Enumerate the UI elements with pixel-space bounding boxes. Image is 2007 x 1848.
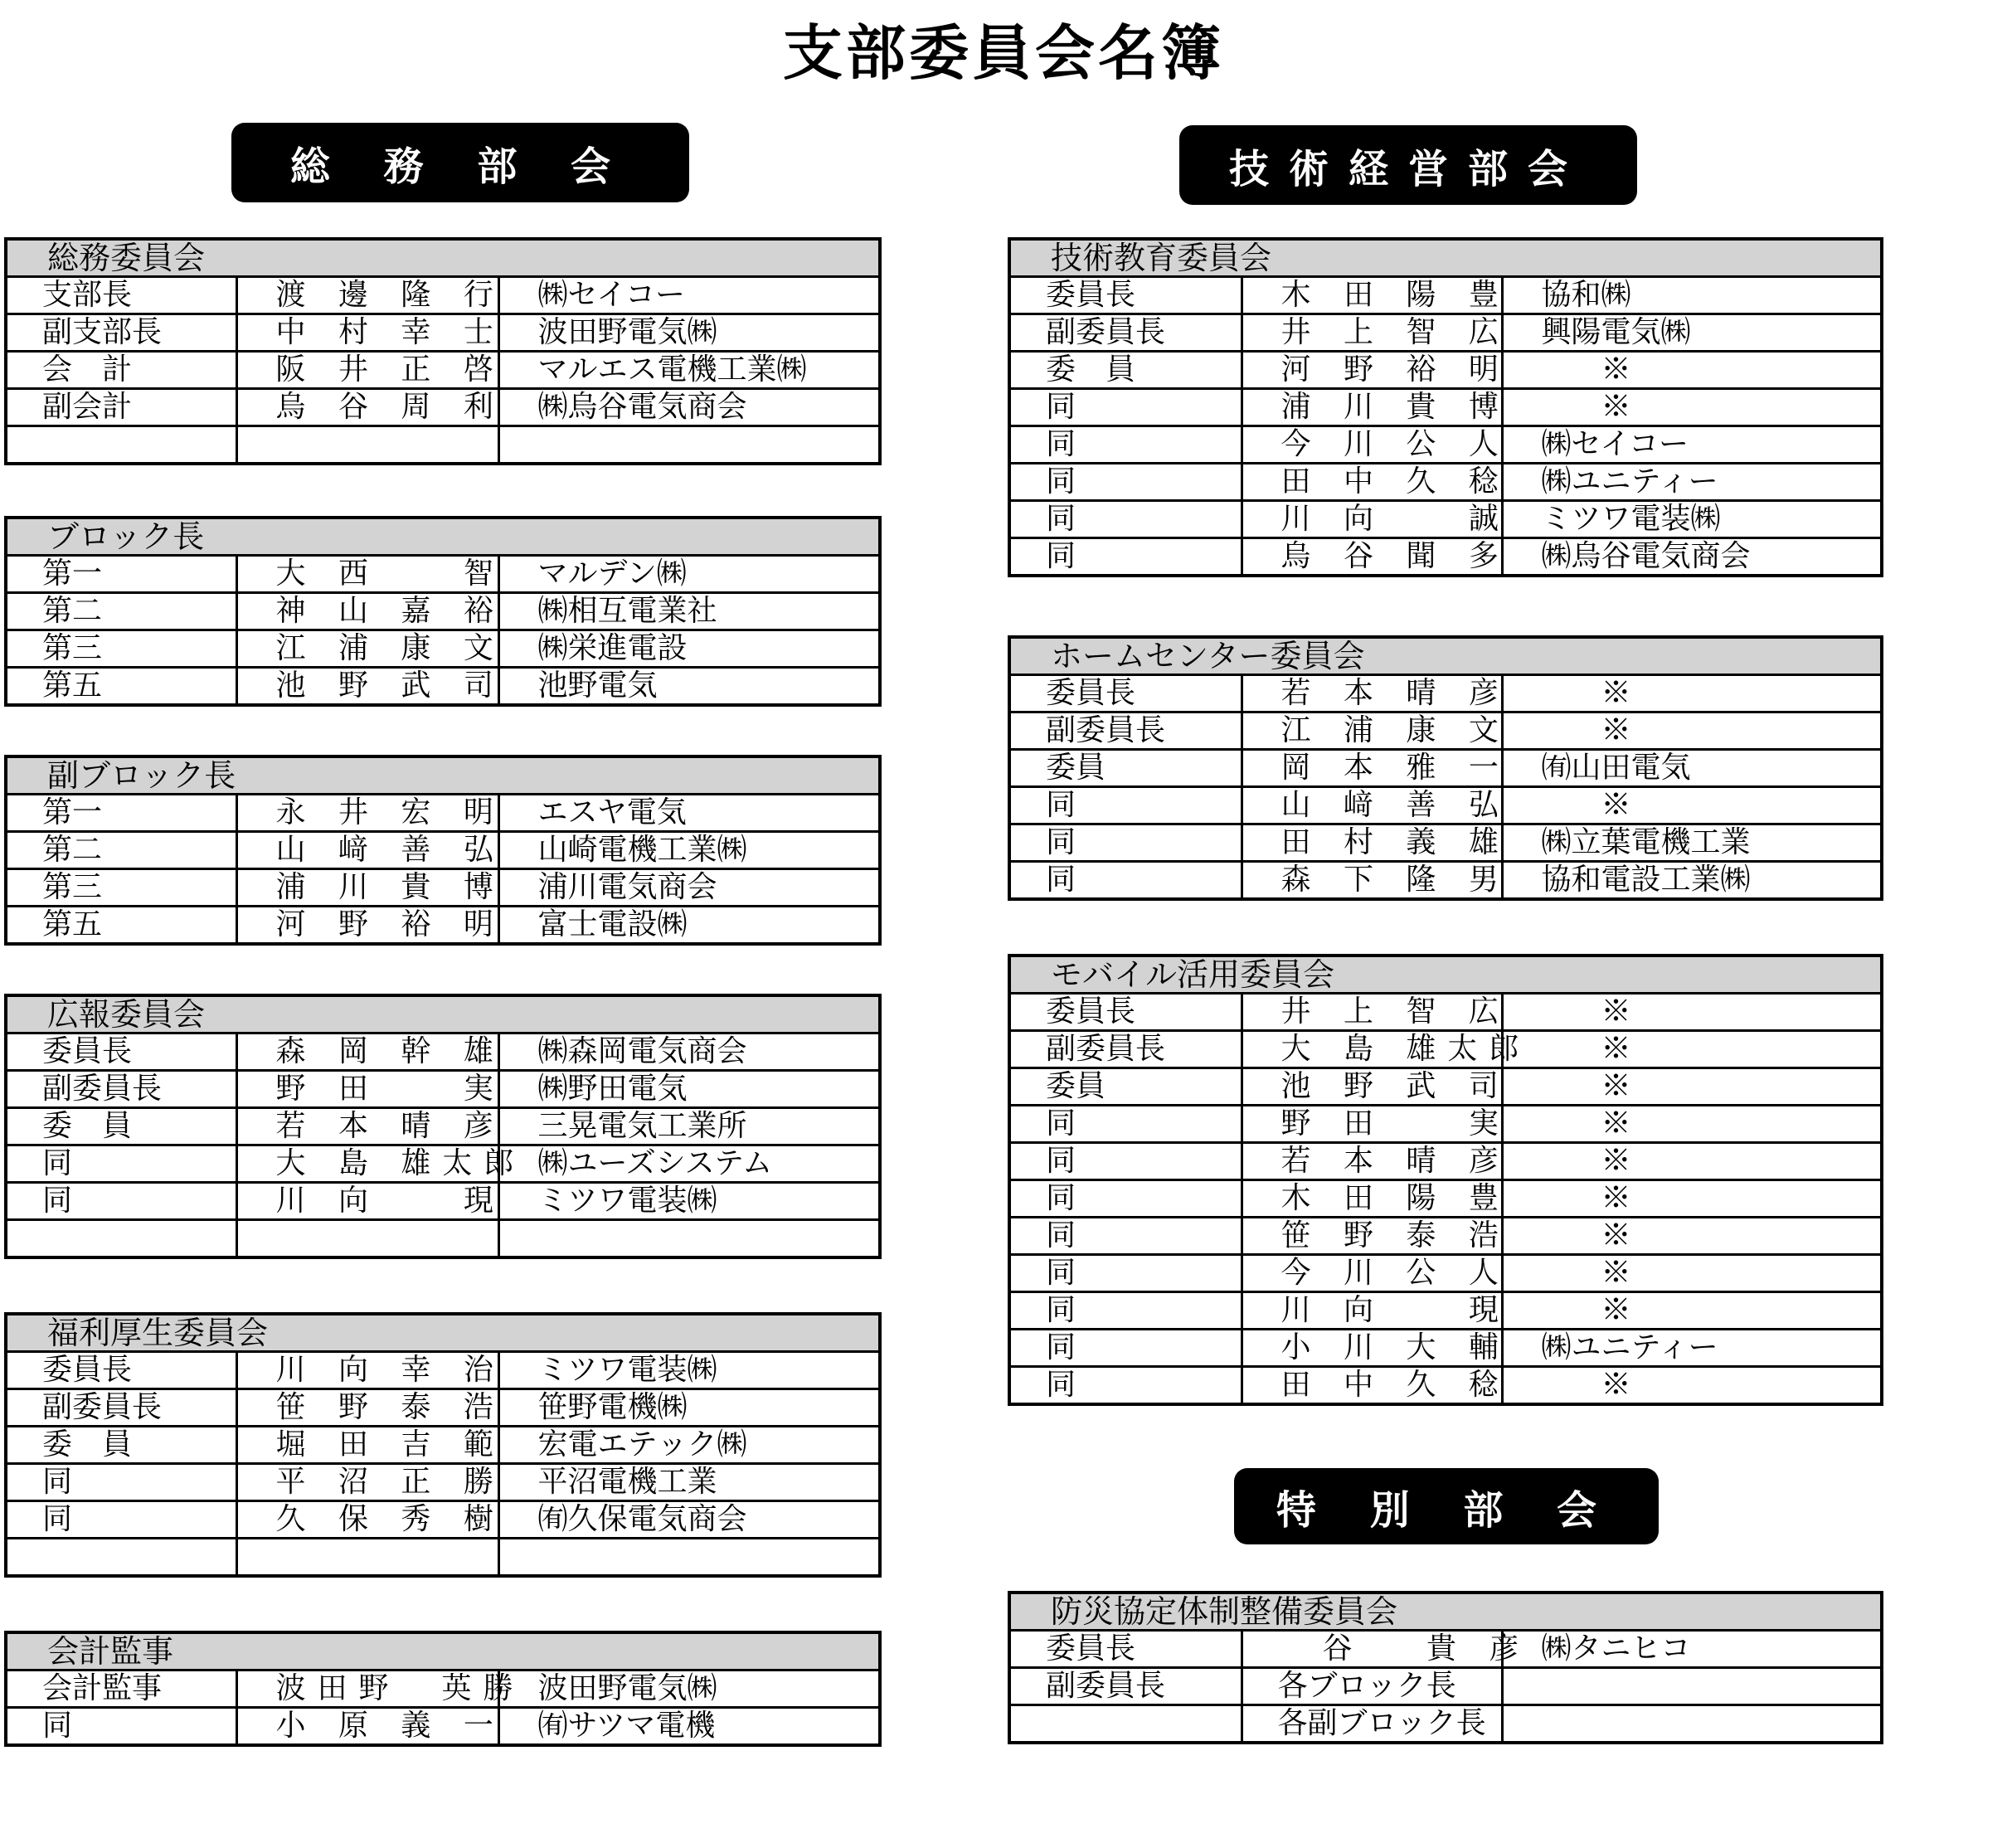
name-cell: 渡 邊 隆 行 — [236, 277, 498, 314]
table-row — [1009, 675, 1882, 712]
table-row — [1009, 464, 1882, 501]
committee-title: 会計監事 — [6, 1632, 880, 1670]
role-cell: 副委員長 — [6, 1071, 236, 1108]
role-cell: 同 — [1009, 1330, 1242, 1367]
company-cell: ミツワ電装㈱ — [498, 1183, 880, 1220]
company-cell: ㈱セイコー — [498, 277, 880, 314]
table-row — [6, 869, 880, 907]
role-cell: 委 員 — [1009, 352, 1242, 389]
role-cell: 同 — [1009, 1367, 1242, 1405]
company-cell: ㈱栄進電設 — [498, 630, 880, 668]
name-cell: 河 野 裕 明 — [1242, 352, 1502, 389]
role-cell: 第二 — [6, 593, 236, 630]
table-row — [6, 1071, 880, 1108]
table-row — [6, 314, 880, 352]
table-row — [1009, 712, 1882, 750]
company-cell: ※ — [1502, 712, 1882, 750]
name-cell: 大 島 雄太郎 — [236, 1145, 498, 1183]
company-cell: 山崎電機工業㈱ — [498, 832, 880, 869]
table-row — [1009, 1705, 1882, 1743]
role-cell: 第一 — [6, 795, 236, 832]
name-cell: 若 本 晴 彦 — [1242, 675, 1502, 712]
committee-disaster — [1008, 1591, 1883, 1744]
role-cell: 委員長 — [1009, 1631, 1242, 1668]
company-cell: ㈱烏谷電気商会 — [498, 389, 880, 426]
company-cell: ※ — [1502, 1218, 1882, 1255]
name-cell: 山 﨑 善 弘 — [236, 832, 498, 869]
committee-title: 防災協定体制整備委員会 — [1009, 1593, 1882, 1631]
role-cell: 委 員 — [6, 1427, 236, 1464]
company-cell: 浦川電気商会 — [498, 869, 880, 907]
name-cell: 永 井 宏 明 — [236, 795, 498, 832]
role-cell: 同 — [1009, 1218, 1242, 1255]
role-cell: 同 — [6, 1464, 236, 1501]
name-cell: 笹 野 泰 浩 — [1242, 1218, 1502, 1255]
name-cell: 若 本 晴 彦 — [236, 1108, 498, 1145]
name-cell: 川 向 現 — [236, 1183, 498, 1220]
role-cell: 委員長 — [1009, 277, 1242, 314]
company-cell — [498, 426, 880, 464]
name-cell: 平 沼 正 勝 — [236, 1464, 498, 1501]
company-cell: ※ — [1502, 1068, 1882, 1106]
company-cell: 笹野電機㈱ — [498, 1389, 880, 1427]
tech-management-banner: 技術経営部会 — [1179, 125, 1637, 205]
name-cell: 江 浦 康 文 — [1242, 712, 1502, 750]
table-row — [6, 832, 880, 869]
company-cell: ㈱セイコー — [1502, 426, 1882, 464]
role-cell: 第三 — [6, 630, 236, 668]
role-cell: 第二 — [6, 832, 236, 869]
table-row — [1009, 1068, 1882, 1106]
name-cell: 神 山 嘉 裕 — [236, 593, 498, 630]
role-cell: 委員 — [1009, 750, 1242, 787]
table-row — [6, 907, 880, 945]
company-cell: ※ — [1502, 1143, 1882, 1180]
company-cell — [498, 1220, 880, 1258]
table-row — [1009, 1143, 1882, 1180]
role-cell: 同 — [1009, 1143, 1242, 1180]
name-cell: 木 田 陽 豊 — [1242, 1180, 1502, 1218]
role-cell: 同 — [1009, 824, 1242, 862]
name-cell: 小 原 義 一 — [236, 1708, 498, 1746]
company-cell — [1502, 1668, 1882, 1705]
role-cell: 委員長 — [1009, 994, 1242, 1031]
name-cell: 大 島 雄太郎 — [1242, 1031, 1502, 1068]
name-cell: 烏 谷 周 利 — [236, 389, 498, 426]
name-cell — [236, 1539, 498, 1577]
name-cell: 久 保 秀 樹 — [236, 1501, 498, 1539]
table-row — [1009, 862, 1882, 900]
table-row — [1009, 824, 1882, 862]
committee-block — [4, 516, 882, 707]
table-row — [6, 795, 880, 832]
name-cell: 山 﨑 善 弘 — [1242, 787, 1502, 824]
company-cell: ㈱立葉電機工業 — [1502, 824, 1882, 862]
role-cell: 副委員長 — [6, 1389, 236, 1427]
table-row — [1009, 1631, 1882, 1668]
committee-techedu — [1008, 237, 1883, 577]
table-row — [6, 1183, 880, 1220]
company-cell: ※ — [1502, 1255, 1882, 1292]
name-cell: 野 田 実 — [236, 1071, 498, 1108]
table-row — [1009, 352, 1882, 389]
table-row — [6, 1539, 880, 1577]
company-cell: ㈲サツマ電機 — [498, 1708, 880, 1746]
role-cell: 同 — [1009, 389, 1242, 426]
general-affairs-banner: 総 務 部 会 — [231, 123, 689, 202]
company-cell: ※ — [1502, 389, 1882, 426]
company-cell: ㈱ユニティー — [1502, 464, 1882, 501]
company-cell: ミツワ電装㈱ — [498, 1352, 880, 1389]
committee-mobile — [1008, 954, 1883, 1406]
table-row — [6, 426, 880, 464]
name-cell: 川 向 幸 治 — [236, 1352, 498, 1389]
table-row — [6, 277, 880, 314]
table-row — [1009, 1292, 1882, 1330]
name-cell: 笹 野 泰 浩 — [236, 1389, 498, 1427]
role-cell: 同 — [1009, 426, 1242, 464]
name-cell — [236, 426, 498, 464]
role-cell: 副会計 — [6, 389, 236, 426]
table-row — [6, 1145, 880, 1183]
committee-somu — [4, 237, 882, 465]
company-cell: ※ — [1502, 1106, 1882, 1143]
company-cell: 三晃電気工業所 — [498, 1108, 880, 1145]
committee-title: ホームセンター委員会 — [1009, 637, 1882, 675]
name-cell: 井 上 智 広 — [1242, 314, 1502, 352]
committee-subblock — [4, 755, 882, 946]
company-cell: ㈱ユーズシステム — [498, 1145, 880, 1183]
role-cell: 第三 — [6, 869, 236, 907]
table-row — [6, 1220, 880, 1258]
role-cell — [6, 426, 236, 464]
company-cell: 富士電設㈱ — [498, 907, 880, 945]
role-cell: 同 — [1009, 1292, 1242, 1330]
table-row — [6, 1670, 880, 1708]
table-row — [6, 668, 880, 706]
role-cell: 同 — [6, 1183, 236, 1220]
role-cell: 同 — [1009, 787, 1242, 824]
table-row — [1009, 1106, 1882, 1143]
name-cell: 池 野 武 司 — [1242, 1068, 1502, 1106]
name-cell: 田 村 義 雄 — [1242, 824, 1502, 862]
role-cell: 副支部長 — [6, 314, 236, 352]
name-cell: 川 向 現 — [1242, 1292, 1502, 1330]
table-row — [1009, 1218, 1882, 1255]
role-cell: 支部長 — [6, 277, 236, 314]
company-cell: 池野電気 — [498, 668, 880, 706]
company-cell: ㈱ユニティー — [1502, 1330, 1882, 1367]
name-cell: 森 岡 幹 雄 — [236, 1033, 498, 1071]
name-cell: 野 田 実 — [1242, 1106, 1502, 1143]
table-row — [6, 1427, 880, 1464]
role-cell: 同 — [6, 1501, 236, 1539]
role-cell: 委員長 — [6, 1033, 236, 1071]
role-cell: 同 — [1009, 862, 1242, 900]
company-cell: ※ — [1502, 1292, 1882, 1330]
role-cell — [6, 1220, 236, 1258]
committee-audit — [4, 1631, 882, 1747]
table-row — [1009, 994, 1882, 1031]
company-cell: 波田野電気㈱ — [498, 314, 880, 352]
company-cell: ※ — [1502, 787, 1882, 824]
table-row — [1009, 750, 1882, 787]
name-cell: 田 中 久 稔 — [1242, 1367, 1502, 1405]
role-cell — [6, 1539, 236, 1577]
company-cell: ※ — [1502, 994, 1882, 1031]
company-cell: ㈲山田電気 — [1502, 750, 1882, 787]
table-row — [6, 1501, 880, 1539]
committee-title: 技術教育委員会 — [1009, 239, 1882, 277]
table-row — [6, 593, 880, 630]
name-cell — [236, 1220, 498, 1258]
company-cell: ※ — [1502, 352, 1882, 389]
role-cell: 委員 — [1009, 1068, 1242, 1106]
name-cell: 森 下 隆 男 — [1242, 862, 1502, 900]
company-cell: ※ — [1502, 675, 1882, 712]
company-cell: 興陽電気㈱ — [1502, 314, 1882, 352]
role-cell: 同 — [1009, 1255, 1242, 1292]
name-cell: 堀 田 吉 範 — [236, 1427, 498, 1464]
role-cell: 第五 — [6, 907, 236, 945]
name-cell: 谷 貴 彦 — [1242, 1631, 1502, 1668]
committee-title: 広報委員会 — [6, 995, 880, 1033]
name-cell: 今 川 公 人 — [1242, 1255, 1502, 1292]
role-cell: 委 員 — [6, 1108, 236, 1145]
name-cell: 江 浦 康 文 — [236, 630, 498, 668]
committee-title: ブロック長 — [6, 518, 880, 556]
committee-homecenter — [1008, 635, 1883, 901]
company-cell: 平沼電機工業 — [498, 1464, 880, 1501]
table-row — [1009, 389, 1882, 426]
table-row — [1009, 1330, 1882, 1367]
role-cell: 同 — [1009, 538, 1242, 576]
company-cell: マルエス電機工業㈱ — [498, 352, 880, 389]
role-cell: 同 — [1009, 1106, 1242, 1143]
special-banner: 特 別 部 会 — [1234, 1468, 1659, 1544]
company-cell: 宏電エテック㈱ — [498, 1427, 880, 1464]
name-cell: 井 上 智 広 — [1242, 994, 1502, 1031]
table-row — [6, 1352, 880, 1389]
table-row — [6, 1033, 880, 1071]
table-row — [6, 630, 880, 668]
table-row — [6, 389, 880, 426]
name-cell: 各ブロック長 — [1242, 1668, 1502, 1705]
committee-welfare — [4, 1312, 882, 1578]
company-cell: ※ — [1502, 1031, 1882, 1068]
company-cell: 協和電設工業㈱ — [1502, 862, 1882, 900]
table-row — [1009, 1180, 1882, 1218]
table-row — [1009, 501, 1882, 538]
table-row — [6, 556, 880, 593]
table-row — [1009, 1255, 1882, 1292]
role-cell: 同 — [1009, 501, 1242, 538]
table-row — [1009, 1031, 1882, 1068]
role-cell: 委員長 — [1009, 675, 1242, 712]
role-cell: 同 — [1009, 1180, 1242, 1218]
role-cell: 第一 — [6, 556, 236, 593]
name-cell: 浦 川 貴 博 — [1242, 389, 1502, 426]
company-cell: ㈱烏谷電気商会 — [1502, 538, 1882, 576]
table-row — [6, 1464, 880, 1501]
committee-title: 福利厚生委員会 — [6, 1314, 880, 1352]
name-cell: 各副ブロック長 — [1242, 1705, 1502, 1743]
table-row — [6, 1708, 880, 1746]
role-cell: 委員長 — [6, 1352, 236, 1389]
role-cell — [1009, 1705, 1242, 1743]
role-cell: 同 — [1009, 464, 1242, 501]
name-cell: 今 川 公 人 — [1242, 426, 1502, 464]
name-cell: 池 野 武 司 — [236, 668, 498, 706]
name-cell: 田 中 久 稔 — [1242, 464, 1502, 501]
table-row — [1009, 1367, 1882, 1405]
name-cell: 阪 井 正 啓 — [236, 352, 498, 389]
table-row — [6, 352, 880, 389]
company-cell: ミツワ電装㈱ — [1502, 501, 1882, 538]
name-cell: 若 本 晴 彦 — [1242, 1143, 1502, 1180]
table-row — [1009, 1668, 1882, 1705]
table-row — [1009, 277, 1882, 314]
role-cell: 副委員長 — [1009, 712, 1242, 750]
role-cell: 第五 — [6, 668, 236, 706]
name-cell: 中 村 幸 士 — [236, 314, 498, 352]
company-cell: ㈱タニヒコ — [1502, 1631, 1882, 1668]
name-cell: 小 川 大 輔 — [1242, 1330, 1502, 1367]
table-row — [6, 1389, 880, 1427]
name-cell: 木 田 陽 豊 — [1242, 277, 1502, 314]
name-cell: 川 向 誠 — [1242, 501, 1502, 538]
name-cell: 大 西 智 — [236, 556, 498, 593]
committee-pr — [4, 994, 882, 1259]
name-cell: 波田野 英勝 — [236, 1670, 498, 1708]
name-cell: 浦 川 貴 博 — [236, 869, 498, 907]
role-cell: 会計監事 — [6, 1670, 236, 1708]
company-cell: 波田野電気㈱ — [498, 1670, 880, 1708]
company-cell: ㈱野田電気 — [498, 1071, 880, 1108]
company-cell: ㈲久保電気商会 — [498, 1501, 880, 1539]
role-cell: 副委員長 — [1009, 1668, 1242, 1705]
company-cell: ㈱相互電業社 — [498, 593, 880, 630]
committee-title: モバイル活用委員会 — [1009, 956, 1882, 994]
company-cell — [1502, 1705, 1882, 1743]
role-cell: 副委員長 — [1009, 1031, 1242, 1068]
company-cell: マルデン㈱ — [498, 556, 880, 593]
table-row — [1009, 314, 1882, 352]
committee-title: 総務委員会 — [6, 239, 880, 277]
committee-title: 副ブロック長 — [6, 756, 880, 795]
role-cell: 同 — [6, 1708, 236, 1746]
name-cell: 河 野 裕 明 — [236, 907, 498, 945]
company-cell: ㈱森岡電気商会 — [498, 1033, 880, 1071]
company-cell: ※ — [1502, 1180, 1882, 1218]
company-cell — [498, 1539, 880, 1577]
role-cell: 会 計 — [6, 352, 236, 389]
company-cell: 協和㈱ — [1502, 277, 1882, 314]
page-title: 支部委員会名簿 — [782, 17, 1224, 88]
name-cell: 岡 本 雅 一 — [1242, 750, 1502, 787]
table-row — [1009, 787, 1882, 824]
company-cell: エスヤ電気 — [498, 795, 880, 832]
table-row — [1009, 426, 1882, 464]
role-cell: 副委員長 — [1009, 314, 1242, 352]
table-row — [1009, 538, 1882, 576]
name-cell: 烏 谷 聞 多 — [1242, 538, 1502, 576]
table-row — [6, 1108, 880, 1145]
company-cell: ※ — [1502, 1367, 1882, 1405]
role-cell: 同 — [6, 1145, 236, 1183]
